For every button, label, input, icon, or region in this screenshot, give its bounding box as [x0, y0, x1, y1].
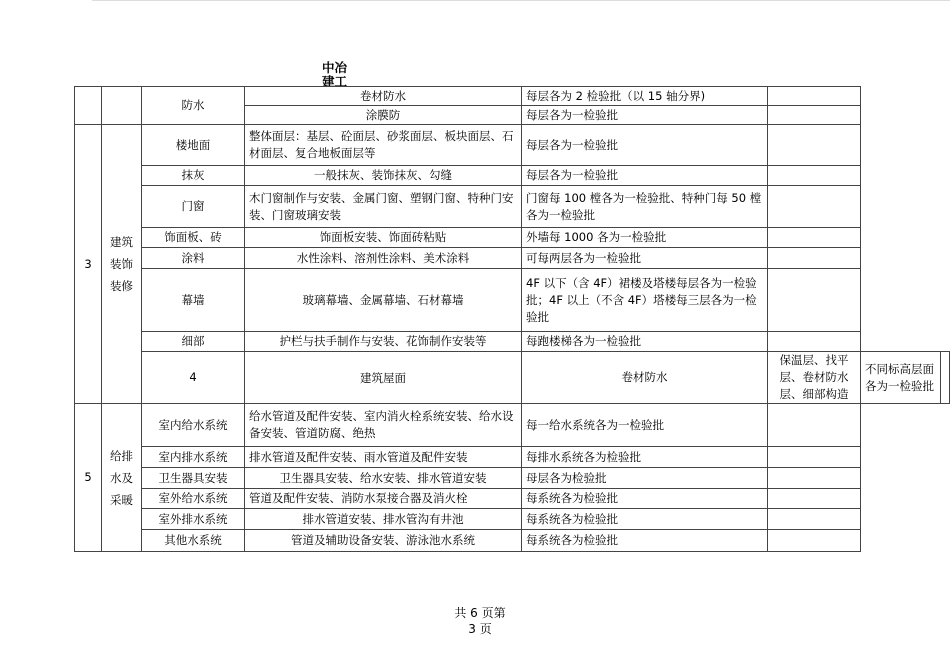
table-row: [75, 186, 950, 228]
remark-cell: [768, 509, 861, 530]
table-row: [75, 248, 950, 269]
remark-cell: [768, 125, 861, 166]
batch-cell: 每跑楼梯各为一检验批: [522, 332, 768, 352]
remark-cell: [768, 228, 861, 248]
subsection-cell: 室外排水系统: [142, 509, 245, 530]
table-row: [75, 530, 950, 552]
subsection-cell: 室内排水系统: [142, 447, 245, 468]
subsection-cell: 门窗: [142, 186, 245, 228]
remark-cell: [768, 87, 861, 106]
items-cell: 一般抹灰、装饰抹灰、勾缝: [245, 166, 522, 186]
seq-cell: 4: [142, 352, 245, 404]
items-cell: 卫生器具安装、给水安装、排水管道安装: [245, 468, 522, 489]
table-row: [75, 468, 950, 489]
batch-cell: 每层各为一检验批: [522, 166, 768, 186]
items-cell: 给水管道及配件安装、室内消火栓系统安装、给水设备安装、管道防腐、绝热: [245, 404, 522, 447]
table-row: [75, 228, 950, 248]
category-cell: 给排水及采暖: [102, 404, 142, 552]
batch-cell: 每排水系统各为检验批: [522, 447, 768, 468]
items-cell: 水性涂料、溶剂性涂料、美术涂料: [245, 248, 522, 269]
items-cell: 排水管道安装、排水管沟有井池: [245, 509, 522, 530]
batch-cell: 不同标高层面各为一检验批: [861, 352, 941, 404]
table-row: [75, 509, 950, 530]
page-footer: [440, 605, 520, 637]
remark-cell: [768, 489, 861, 509]
subsection-cell: 其他水系统: [142, 530, 245, 552]
table-row: [75, 269, 950, 332]
subsection-cell: 室内给水系统: [142, 404, 245, 447]
remark-cell: [941, 352, 950, 404]
seq-cell: 3: [75, 125, 102, 404]
items-cell: 卷材防水: [245, 87, 522, 106]
top-rule: [92, 0, 950, 1]
items-cell: 饰面板安装、饰面砖粘贴: [245, 228, 522, 248]
items-cell: 护栏与扶手制作与安装、花饰制作安装等: [245, 332, 522, 352]
remark-cell: [768, 248, 861, 269]
remark-cell: [768, 530, 861, 552]
remark-cell: [768, 332, 861, 352]
items-cell: 涂膜防: [245, 106, 522, 125]
remark-cell: [768, 269, 861, 332]
header-line-2: 建工: [322, 74, 348, 87]
batch-cell: 外墙每 1000 各为一检验批: [522, 228, 768, 248]
inspection-batch-table: [74, 86, 950, 552]
subsection-cell: 涂料: [142, 248, 245, 269]
header-line-1: 中冶: [322, 61, 348, 75]
subsection-cell: 幕墙: [142, 269, 245, 332]
category-cell: 建筑装饰装修: [102, 125, 142, 404]
table-row: [75, 166, 950, 186]
subsection-cell: 细部: [142, 332, 245, 352]
seq-cell: 5: [75, 404, 102, 552]
batch-cell: 可每两层各为一检验批: [522, 248, 768, 269]
table-row: [75, 447, 950, 468]
page-count: 共 6 页第: [454, 606, 506, 620]
remark-cell: [768, 106, 861, 125]
subsection-cell: 卷材防水: [522, 352, 768, 404]
batch-cell: 每层各为一检验批: [522, 106, 768, 125]
subsection-cell: 抹灰: [142, 166, 245, 186]
items-cell: 保温层、找平层、卷材防水层、细部构造: [768, 352, 861, 404]
table-row: [75, 404, 950, 447]
remark-cell: [768, 447, 861, 468]
remark-cell: [768, 186, 861, 228]
table-row: [75, 87, 950, 106]
batch-cell: 每一给水系统各为一检验批: [522, 404, 768, 447]
batch-cell: 每系统各为检验批: [522, 509, 768, 530]
batch-cell: 母层各为检验批: [522, 468, 768, 489]
items-cell: 木门窗制作与安装、金属门窗、塑钢门窗、特种门安装、门窗玻璃安装: [245, 186, 522, 228]
page-number: 3 页: [468, 622, 492, 636]
table-row: [75, 332, 950, 352]
items-cell: 管道及辅助设备安装、游泳池水系统: [245, 530, 522, 552]
subsection-cell: 室外给水系统: [142, 489, 245, 509]
company-header: [322, 61, 362, 87]
subsection-cell: 卫生器具安装: [142, 468, 245, 489]
items-cell: 排水管道及配件安装、雨水管道及配件安装: [245, 447, 522, 468]
seq-cell: [75, 87, 102, 125]
subsection-cell: 防水: [142, 87, 245, 125]
table-row: [75, 352, 950, 404]
subsection-cell: 饰面板、砖: [142, 228, 245, 248]
batch-cell: 4F 以下（含 4F）裙楼及塔楼每层各为一检验批；4F 以上（不含 4F）塔楼每三层各为一检验批: [522, 269, 768, 332]
remark-cell: [768, 166, 861, 186]
remark-cell: [768, 468, 861, 489]
batch-cell: 门窗每 100 樘各为一检验批、特种门每 50 樘各为一检验批: [522, 186, 768, 228]
batch-cell: 每层各为 2 检验批（以 15 轴分界): [522, 87, 768, 106]
batch-cell: 每系统各为检验批: [522, 489, 768, 509]
category-cell: 建筑屋面: [245, 352, 522, 404]
items-cell: 整体面层：基层、砼面层、砂浆面层、板块面层、石材面层、复合地板面层等: [245, 125, 522, 166]
batch-cell: 每层各为一检验批: [522, 125, 768, 166]
remark-cell: [768, 404, 861, 447]
category-cell: [102, 87, 142, 125]
items-cell: 玻璃幕墙、金属幕墙、石材幕墙: [245, 269, 522, 332]
subsection-cell: 楼地面: [142, 125, 245, 166]
table-row: [75, 125, 950, 166]
table-row: [75, 489, 950, 509]
batch-cell: 每系统各为检验批: [522, 530, 768, 552]
items-cell: 管道及配件安装、消防水泵接合器及消火栓: [245, 489, 522, 509]
